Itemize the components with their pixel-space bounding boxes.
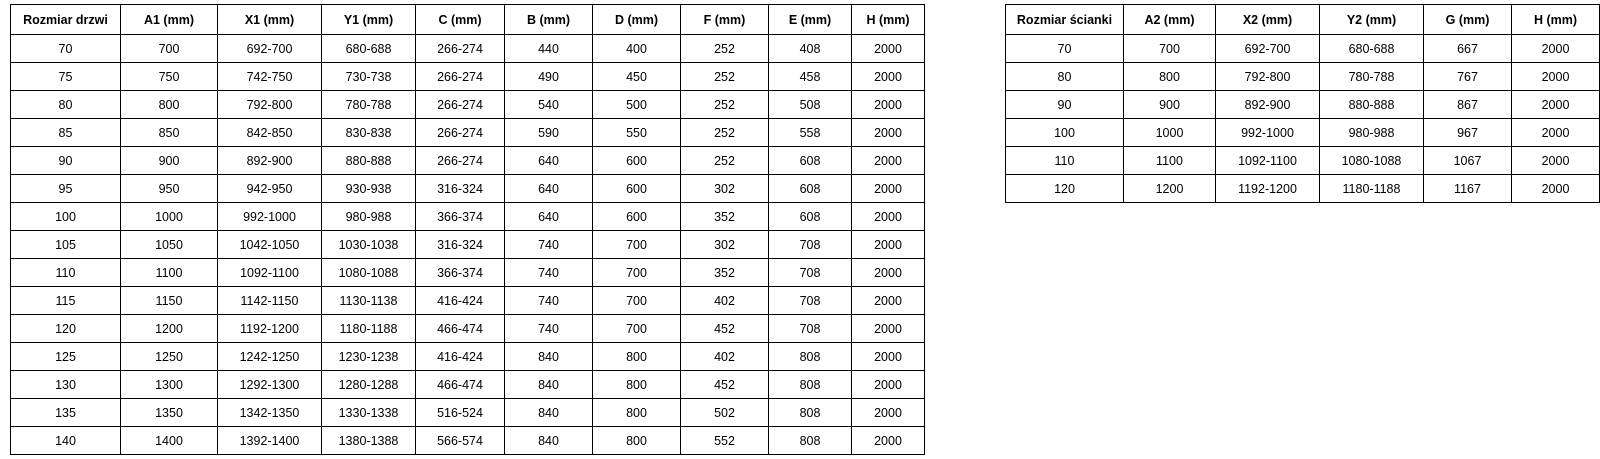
- table-cell: 1142-1150: [218, 287, 322, 315]
- table-cell: 2000: [1512, 119, 1600, 147]
- table-cell: 440: [505, 35, 593, 63]
- table-cell: 1380-1388: [322, 427, 416, 455]
- table-cell: 2000: [852, 231, 925, 259]
- table-cell: 1200: [121, 315, 218, 343]
- door-column-header: A1 (mm): [121, 5, 218, 35]
- table-cell: 1192-1200: [218, 315, 322, 343]
- table-cell: 767: [1424, 63, 1512, 91]
- table-cell: 1242-1250: [218, 343, 322, 371]
- door-column-header: F (mm): [681, 5, 769, 35]
- table-cell: 115: [11, 287, 121, 315]
- table-cell: 930-938: [322, 175, 416, 203]
- table-cell: 1280-1288: [322, 371, 416, 399]
- table-cell: 840: [505, 343, 593, 371]
- wall-column-header: A2 (mm): [1124, 5, 1216, 35]
- table-cell: 2000: [1512, 147, 1600, 175]
- table-cell: 316-324: [416, 175, 505, 203]
- door-column-header: Rozmiar drzwi: [11, 5, 121, 35]
- table-cell: 600: [593, 175, 681, 203]
- table-cell: 400: [593, 35, 681, 63]
- table-cell: 600: [593, 203, 681, 231]
- table-cell: 416-424: [416, 343, 505, 371]
- table-cell: 608: [769, 203, 852, 231]
- table-row: [11, 203, 925, 231]
- table-cell: 900: [121, 147, 218, 175]
- table-row: [11, 147, 925, 175]
- table-cell: 70: [1006, 35, 1124, 63]
- table-cell: 135: [11, 399, 121, 427]
- table-cell: 1230-1238: [322, 343, 416, 371]
- table-cell: 110: [1006, 147, 1124, 175]
- table-cell: 700: [593, 287, 681, 315]
- table-row: [11, 231, 925, 259]
- table-cell: 842-850: [218, 119, 322, 147]
- door-column-header: E (mm): [769, 5, 852, 35]
- table-cell: 700: [121, 35, 218, 63]
- table-cell: 2000: [852, 399, 925, 427]
- table-cell: 708: [769, 259, 852, 287]
- table-cell: 140: [11, 427, 121, 455]
- table-cell: 808: [769, 371, 852, 399]
- table-cell: 900: [1124, 91, 1216, 119]
- table-cell: 708: [769, 287, 852, 315]
- table-cell: 550: [593, 119, 681, 147]
- table-cell: 967: [1424, 119, 1512, 147]
- table-row: [1006, 91, 1600, 119]
- table-cell: 808: [769, 427, 852, 455]
- table-cell: 640: [505, 175, 593, 203]
- table-cell: 502: [681, 399, 769, 427]
- table-row: [11, 427, 925, 455]
- table-cell: 2000: [1512, 175, 1600, 203]
- door-column-header: B (mm): [505, 5, 593, 35]
- table-cell: 540: [505, 91, 593, 119]
- table-row: [11, 343, 925, 371]
- table-row: [11, 91, 925, 119]
- table-cell: 1300: [121, 371, 218, 399]
- table-cell: 808: [769, 399, 852, 427]
- table-cell: 120: [11, 315, 121, 343]
- door-size-table-block: [10, 4, 925, 455]
- table-cell: 252: [681, 119, 769, 147]
- table-cell: 366-374: [416, 203, 505, 231]
- table-cell: 608: [769, 147, 852, 175]
- table-cell: 458: [769, 63, 852, 91]
- door-column-header: X1 (mm): [218, 5, 322, 35]
- table-cell: 90: [1006, 91, 1124, 119]
- table-cell: 2000: [852, 315, 925, 343]
- table-cell: 1100: [1124, 147, 1216, 175]
- table-cell: 850: [121, 119, 218, 147]
- table-cell: 266-274: [416, 63, 505, 91]
- door-column-header: D (mm): [593, 5, 681, 35]
- table-cell: 700: [1124, 35, 1216, 63]
- table-row: [1006, 63, 1600, 91]
- table-cell: 2000: [1512, 91, 1600, 119]
- table-cell: 302: [681, 175, 769, 203]
- table-header-row: [1006, 5, 1600, 35]
- table-cell: 130: [11, 371, 121, 399]
- door-table-header: [11, 5, 925, 35]
- table-cell: 2000: [852, 35, 925, 63]
- table-cell: 992-1000: [1216, 119, 1320, 147]
- table-cell: 75: [11, 63, 121, 91]
- table-cell: 692-700: [218, 35, 322, 63]
- table-cell: 1180-1188: [1320, 175, 1424, 203]
- table-cell: 352: [681, 203, 769, 231]
- table-cell: 730-738: [322, 63, 416, 91]
- table-row: [11, 63, 925, 91]
- table-cell: 1050: [121, 231, 218, 259]
- table-cell: 266-274: [416, 35, 505, 63]
- table-cell: 1000: [121, 203, 218, 231]
- table-cell: 302: [681, 231, 769, 259]
- table-cell: 70: [11, 35, 121, 63]
- table-cell: 1200: [1124, 175, 1216, 203]
- table-cell: 1067: [1424, 147, 1512, 175]
- table-cell: 980-988: [1320, 119, 1424, 147]
- table-cell: 700: [593, 231, 681, 259]
- table-cell: 1130-1138: [322, 287, 416, 315]
- table-cell: 992-1000: [218, 203, 322, 231]
- table-cell: 2000: [852, 259, 925, 287]
- door-column-header: Y1 (mm): [322, 5, 416, 35]
- table-cell: 800: [593, 343, 681, 371]
- table-cell: 700: [593, 259, 681, 287]
- table-cell: 980-988: [322, 203, 416, 231]
- table-cell: 408: [769, 35, 852, 63]
- table-header-row: [11, 5, 925, 35]
- table-cell: 608: [769, 175, 852, 203]
- table-cell: 792-800: [218, 91, 322, 119]
- table-cell: 252: [681, 91, 769, 119]
- table-cell: 105: [11, 231, 121, 259]
- wall-table-body: [1006, 35, 1600, 203]
- table-cell: 125: [11, 343, 121, 371]
- table-cell: 1392-1400: [218, 427, 322, 455]
- table-cell: 708: [769, 315, 852, 343]
- table-cell: 500: [593, 91, 681, 119]
- table-cell: 2000: [852, 119, 925, 147]
- wall-column-header: X2 (mm): [1216, 5, 1320, 35]
- table-cell: 780-788: [322, 91, 416, 119]
- table-cell: 402: [681, 343, 769, 371]
- table-cell: 800: [593, 399, 681, 427]
- door-column-header: C (mm): [416, 5, 505, 35]
- table-cell: 402: [681, 287, 769, 315]
- table-cell: 266-274: [416, 147, 505, 175]
- door-table-body: [11, 35, 925, 455]
- table-cell: 880-888: [322, 147, 416, 175]
- table-cell: 100: [11, 203, 121, 231]
- table-cell: 700: [593, 315, 681, 343]
- table-cell: 352: [681, 259, 769, 287]
- table-cell: 450: [593, 63, 681, 91]
- table-cell: 452: [681, 371, 769, 399]
- table-cell: 840: [505, 399, 593, 427]
- table-cell: 892-900: [218, 147, 322, 175]
- table-cell: 680-688: [1320, 35, 1424, 63]
- table-cell: 740: [505, 315, 593, 343]
- table-cell: 1192-1200: [1216, 175, 1320, 203]
- table-cell: 90: [11, 147, 121, 175]
- table-cell: 1342-1350: [218, 399, 322, 427]
- table-cell: 85: [11, 119, 121, 147]
- wall-column-header: G (mm): [1424, 5, 1512, 35]
- table-row: [11, 119, 925, 147]
- table-cell: 2000: [852, 287, 925, 315]
- table-cell: 867: [1424, 91, 1512, 119]
- table-cell: 1080-1088: [322, 259, 416, 287]
- table-cell: 1180-1188: [322, 315, 416, 343]
- door-size-table: [10, 4, 925, 455]
- table-cell: 740: [505, 259, 593, 287]
- table-cell: 800: [593, 427, 681, 455]
- table-cell: 566-574: [416, 427, 505, 455]
- table-cell: 466-474: [416, 371, 505, 399]
- table-cell: 590: [505, 119, 593, 147]
- table-cell: 1292-1300: [218, 371, 322, 399]
- table-cell: 892-900: [1216, 91, 1320, 119]
- table-cell: 880-888: [1320, 91, 1424, 119]
- table-row: [11, 259, 925, 287]
- table-cell: 1167: [1424, 175, 1512, 203]
- table-cell: 808: [769, 343, 852, 371]
- table-cell: 780-788: [1320, 63, 1424, 91]
- table-cell: 640: [505, 203, 593, 231]
- table-cell: 840: [505, 371, 593, 399]
- table-cell: 366-374: [416, 259, 505, 287]
- table-cell: 1092-1100: [1216, 147, 1320, 175]
- table-row: [1006, 147, 1600, 175]
- table-cell: 316-324: [416, 231, 505, 259]
- table-cell: 1150: [121, 287, 218, 315]
- table-row: [1006, 35, 1600, 63]
- table-cell: 266-274: [416, 119, 505, 147]
- table-cell: 1092-1100: [218, 259, 322, 287]
- table-cell: 1100: [121, 259, 218, 287]
- wall-size-table-block: [1005, 4, 1600, 203]
- table-cell: 1250: [121, 343, 218, 371]
- table-cell: 740: [505, 287, 593, 315]
- table-cell: 708: [769, 231, 852, 259]
- table-cell: 80: [11, 91, 121, 119]
- table-cell: 667: [1424, 35, 1512, 63]
- table-cell: 2000: [852, 175, 925, 203]
- table-cell: 2000: [852, 343, 925, 371]
- table-cell: 830-838: [322, 119, 416, 147]
- table-cell: 508: [769, 91, 852, 119]
- table-cell: 266-274: [416, 91, 505, 119]
- table-cell: 942-950: [218, 175, 322, 203]
- table-cell: 840: [505, 427, 593, 455]
- table-cell: 2000: [852, 371, 925, 399]
- table-cell: 120: [1006, 175, 1124, 203]
- table-cell: 95: [11, 175, 121, 203]
- table-cell: 110: [11, 259, 121, 287]
- table-cell: 100: [1006, 119, 1124, 147]
- table-cell: 1350: [121, 399, 218, 427]
- table-row: [11, 315, 925, 343]
- table-cell: 600: [593, 147, 681, 175]
- table-row: [1006, 175, 1600, 203]
- table-cell: 2000: [852, 203, 925, 231]
- table-cell: 490: [505, 63, 593, 91]
- table-row: [11, 175, 925, 203]
- table-cell: 1030-1038: [322, 231, 416, 259]
- table-row: [11, 35, 925, 63]
- table-cell: 1330-1338: [322, 399, 416, 427]
- table-cell: 800: [121, 91, 218, 119]
- table-cell: 1000: [1124, 119, 1216, 147]
- table-cell: 1400: [121, 427, 218, 455]
- door-column-header: H (mm): [852, 5, 925, 35]
- table-cell: 1080-1088: [1320, 147, 1424, 175]
- table-row: [11, 371, 925, 399]
- table-cell: 950: [121, 175, 218, 203]
- table-cell: 80: [1006, 63, 1124, 91]
- table-cell: 800: [593, 371, 681, 399]
- table-cell: 800: [1124, 63, 1216, 91]
- table-cell: 558: [769, 119, 852, 147]
- table-cell: 2000: [852, 147, 925, 175]
- table-cell: 552: [681, 427, 769, 455]
- table-cell: 792-800: [1216, 63, 1320, 91]
- table-cell: 750: [121, 63, 218, 91]
- table-row: [11, 399, 925, 427]
- table-cell: 416-424: [416, 287, 505, 315]
- table-cell: 466-474: [416, 315, 505, 343]
- table-cell: 252: [681, 147, 769, 175]
- table-cell: 516-524: [416, 399, 505, 427]
- table-row: [1006, 119, 1600, 147]
- table-row: [11, 287, 925, 315]
- table-cell: 742-750: [218, 63, 322, 91]
- table-cell: 452: [681, 315, 769, 343]
- wall-column-header: Rozmiar ścianki: [1006, 5, 1124, 35]
- table-cell: 252: [681, 63, 769, 91]
- wall-column-header: H (mm): [1512, 5, 1600, 35]
- table-cell: 252: [681, 35, 769, 63]
- table-cell: 2000: [852, 91, 925, 119]
- table-cell: 2000: [1512, 35, 1600, 63]
- table-cell: 2000: [852, 63, 925, 91]
- wall-table-header: [1006, 5, 1600, 35]
- table-cell: 740: [505, 231, 593, 259]
- table-cell: 2000: [852, 427, 925, 455]
- table-cell: 2000: [1512, 63, 1600, 91]
- wall-column-header: Y2 (mm): [1320, 5, 1424, 35]
- table-cell: 692-700: [1216, 35, 1320, 63]
- table-cell: 640: [505, 147, 593, 175]
- wall-size-table: [1005, 4, 1600, 203]
- table-cell: 680-688: [322, 35, 416, 63]
- table-cell: 1042-1050: [218, 231, 322, 259]
